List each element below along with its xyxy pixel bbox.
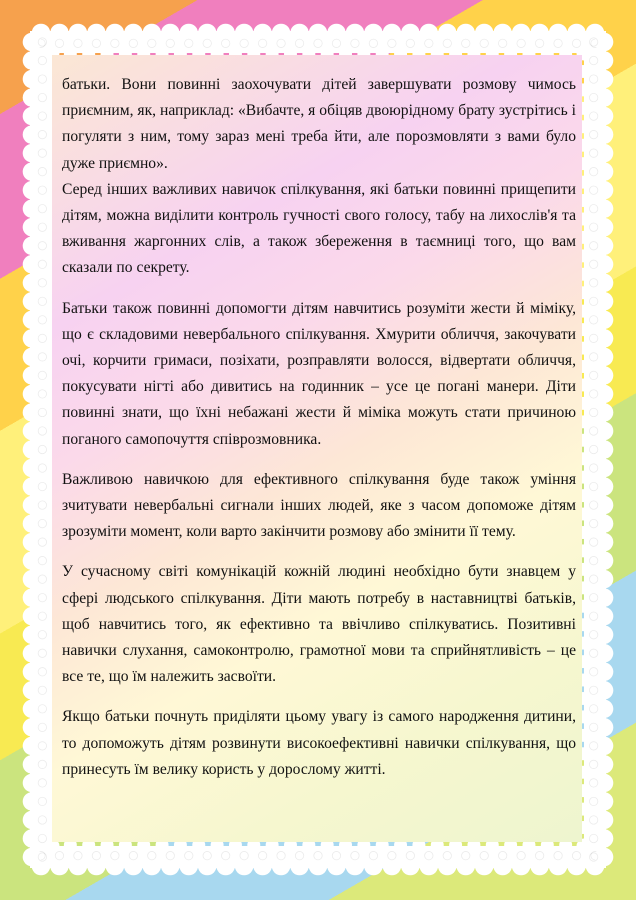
paragraph-6: Якщо батьки почнуть приділяти цьому увагу із самого народження дитини, то допоможуть дітям розвинути високоефективні навички спілкування, що принесуть їм велику користь у дорослому житті. <box>62 708 576 778</box>
paragraph-2: Серед інших важливих навичок спілкування, які батьки повинні прищепити дітям, можна виділити контроль гучності свого голосу, табу на лихослів'я та вживання жаргонних слів, а також збереження в таємниці того, що вам сказали по секрету. <box>62 180 576 277</box>
paragraph-3: Батьки також повинні допомогти дітям навчитись розуміти жести й міміку, що є складовими невербального спілкування. Хмурити обличчя, закочувати очі, корчити гримаси, позіхати, розправляти волосся, відвертати обличчя, покусувати нігті або дивитись на годинник – усе це погані манери. Діти повинні знати, що їхні небажані жести й міміка можуть стати причиною поганого самопочуття співрозмовника. <box>62 299 576 448</box>
paragraph-5: У сучасному світі комунікацій кожній людині необхідно бути знавцем у сфері людського спілкування. Діти мають потребу в наставництві батьків, щоб навчитись того, як ефективно та ввічливо спілкуватись. Позитивні навички слухання, самоконтролю, грамотної мови та сприйнятливість – це все те, що їм належить засвоїти. <box>62 563 576 686</box>
article-text <box>62 72 576 783</box>
paragraph-1: батьки. Вони повинні заохочувати дітей завершувати розмову чимось приємним, як, наприклад: «Вибачте, я обіцяв двоюрідному брату зустрітись і погуляти з ним, тому зараз мені треба йти, але порозмовляти з вами було дуже приємно». <box>62 76 576 172</box>
paragraph-4: Важливою навичкою для ефективного спілкування буде також уміння зчитувати невербальні сигнали інших людей, яке з часом допоможе дітям зрозуміти момент, коли варто закінчити розмову або змінити її тему. <box>62 470 576 541</box>
